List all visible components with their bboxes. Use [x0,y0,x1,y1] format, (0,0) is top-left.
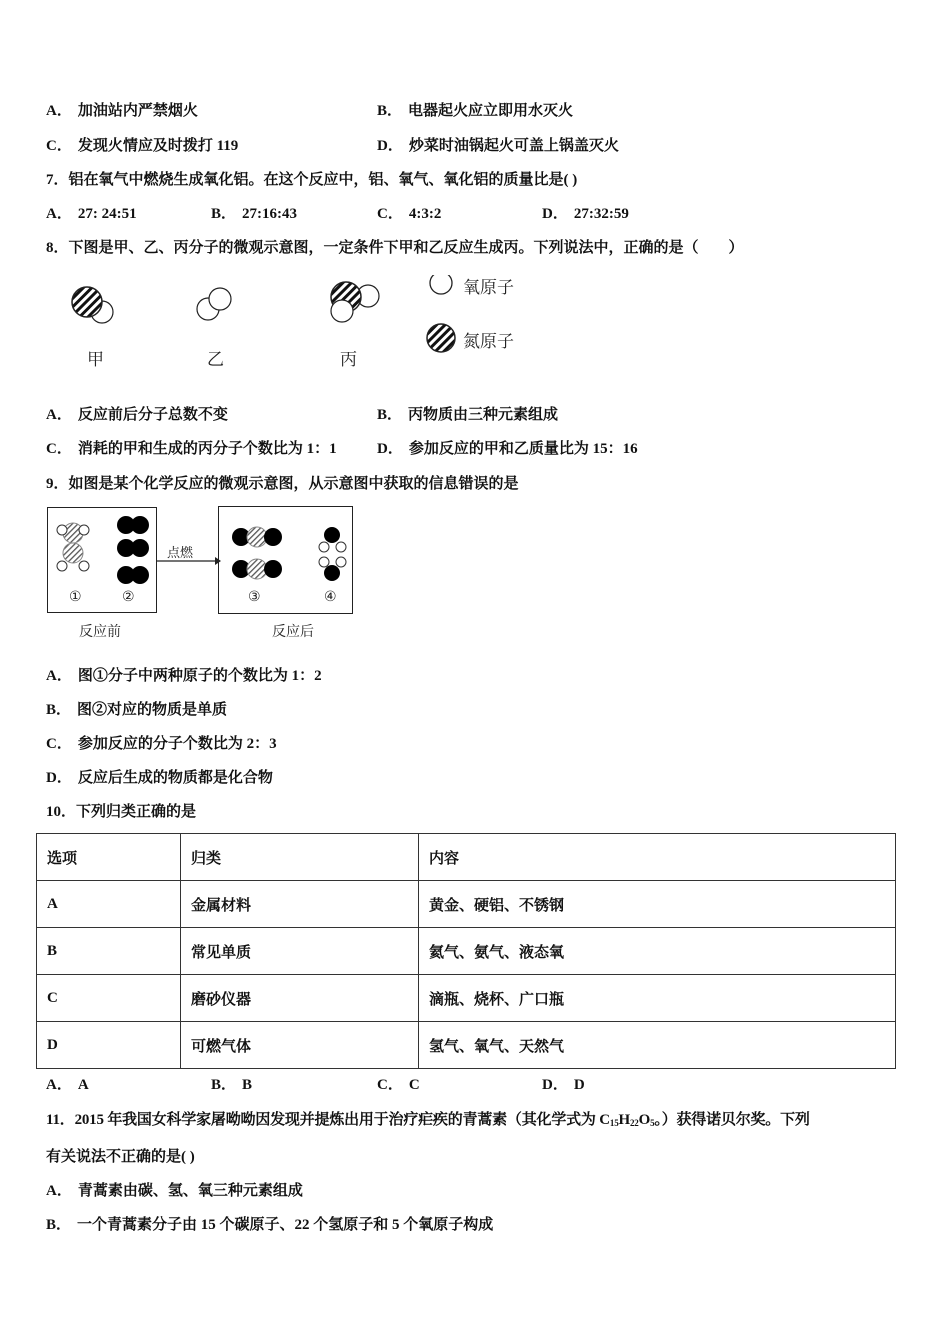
option-letter: C． [46,441,72,457]
option-text: 反应后生成的物质都是化合物 [77,770,273,786]
formula-h-sub: 22 [630,1118,639,1128]
cell-category: 常见单质 [181,928,419,975]
marker-4: ④ [324,589,337,605]
marker-3: ③ [248,589,261,605]
header-content: 内容 [419,834,896,881]
marker-2: ② [122,589,135,605]
option-letter: C． [46,736,72,752]
option-letter: D． [542,206,568,222]
option-text: 丙物质由三种元素组成 [408,407,559,423]
cell-option: D [37,1022,181,1069]
legend-oxygen-atom: 氧原子 [463,278,514,298]
q6-option-d [377,136,619,156]
option-letter: B． [377,103,403,119]
label-bing: 丙 [340,350,357,370]
q7-option-b [211,204,297,224]
option-letter: C． [377,206,403,222]
q9-option-c [46,734,277,754]
option-letter: B． [46,702,72,718]
q11-option-a [46,1181,303,1201]
q6-option-b [377,101,573,121]
option-text: 电器起火应立即用水灭火 [408,103,574,119]
option-letter: A． [46,1183,72,1199]
option-text: 图①分子中两种原子的个数比为 1：2 [77,668,322,684]
option-letter: B． [46,1217,72,1233]
option-text: 青蒿素由碳、氢、氧三种元素组成 [77,1183,303,1199]
q8-stem: 8．下图是甲、乙、丙分子的微观示意图，一定条件下甲和乙反应生成丙。下列说法中，正确的是（ ） [46,240,744,256]
option-letter: A． [46,407,72,423]
q8-molecule-figure [60,275,540,375]
option-text: D [573,1077,585,1093]
option-letter: D． [46,770,72,786]
option-text: 发现火情应及时拨打 119 [77,138,239,154]
option-text: 炒菜时油锅起火可盖上锅盖灭火 [408,138,619,154]
option-letter: A． [46,668,72,684]
option-text: 4:3:2 [408,206,442,222]
q9-reaction-figure [45,505,365,645]
q6-option-a [46,101,198,121]
q7-option-a [46,204,137,224]
option-text: C [408,1077,420,1093]
q8-option-a [46,405,228,425]
cell-option: B [37,928,181,975]
stem-text: 。）获得诺贝尔奖。下列 [654,1112,810,1128]
option-text: 参加反应的分子个数比为 2：3 [77,736,277,752]
table-row [37,881,896,928]
q9-stem: 9．如图是某个化学反应的微观示意图，从示意图中获取的信息错误的是 [46,476,519,492]
cell-category: 磨砂仪器 [181,975,419,1022]
q11-stem-line2: 有关说法不正确的是( ) [46,1149,195,1165]
cell-content: 氦气、氨气、液态氧 [419,928,896,975]
formula-c: C [599,1112,610,1128]
option-text: 图②对应的物质是单质 [77,702,228,718]
cell-option: C [37,975,181,1022]
caption-after-reaction: 反应后 [272,624,314,640]
option-text: 消耗的甲和生成的丙分子个数比为 1：1 [77,441,337,457]
q9-option-b [46,700,227,720]
cell-category: 可燃气体 [181,1022,419,1069]
caption-before-reaction: 反应前 [79,624,121,640]
table-row [37,928,896,975]
table-row [37,1022,896,1069]
q10-option-b [211,1075,252,1095]
option-text: 一个青蒿素分子由 15 个碳原子、22 个氢原子和 5 个氧原子构成 [77,1217,494,1233]
header-option: 选项 [37,834,181,881]
formula-o: O [638,1112,651,1128]
q10-option-d [542,1075,585,1095]
legend-nitrogen-atom: 氮原子 [463,332,514,352]
formula-h: H [618,1112,630,1128]
option-letter: B． [211,206,237,222]
option-text: 27: 24:51 [77,206,137,222]
table-header-row [37,834,896,881]
q9-option-d [46,768,273,788]
label-yi: 乙 [207,350,224,370]
q7-option-c [377,204,441,224]
option-letter: C． [377,1077,403,1093]
option-letter: B． [377,407,403,423]
option-letter: A． [46,103,72,119]
q10-option-c [377,1075,420,1095]
cell-content: 滴瓶、烧杯、广口瓶 [419,975,896,1022]
option-letter: D． [377,441,403,457]
option-text: B [242,1077,253,1093]
cell-category: 金属材料 [181,881,419,928]
classification-table [36,833,896,1069]
cell-option: A [37,881,181,928]
cell-content: 氢气、氧气、天然气 [419,1022,896,1069]
reaction-diagram-icon [45,505,365,617]
marker-1: ① [69,589,82,605]
option-text: 参加反应的甲和乙质量比为 15：16 [408,441,638,457]
formula-o-sub: 5 [650,1118,655,1128]
option-letter: B． [211,1077,237,1093]
q9-option-a [46,666,322,686]
option-text: 反应前后分子总数不变 [77,407,228,423]
option-letter: A． [46,1077,72,1093]
q6-option-c [46,136,238,156]
q7-option-d [542,204,629,224]
q10-option-a [46,1075,89,1095]
option-letter: A． [46,206,72,222]
arrow-label-ignite: 点燃 [167,546,194,561]
formula-c-sub: 15 [609,1118,619,1128]
q7-stem: 7．铝在氧气中燃烧生成氧化铝。在这个反应中，铝、氧气、氧化铝的质量比是( ) [46,172,578,188]
q11-stem [46,1110,810,1133]
label-jia: 甲 [87,350,104,370]
option-text: A [77,1077,89,1093]
option-letter: D． [377,138,403,154]
q11-option-b [46,1215,493,1235]
option-text: 加油站内严禁烟火 [77,103,198,119]
cell-content: 黄金、硬铝、不锈钢 [419,881,896,928]
option-text: 27:16:43 [242,206,298,222]
chemical-formula [599,1112,654,1128]
q8-option-d [377,439,638,459]
table-row [37,975,896,1022]
option-letter: C． [46,138,72,154]
q8-option-b [377,405,558,425]
header-category: 归类 [181,834,419,881]
q8-option-c [46,439,337,459]
option-text: 27:32:59 [573,206,629,222]
q10-stem: 10．下列归类正确的是 [46,804,197,820]
stem-text: 11．2015 年我国女科学家屠呦呦因发现并提炼出用于治疗疟疾的青蒿素（其化学式为 [46,1112,600,1128]
option-letter: D． [542,1077,568,1093]
